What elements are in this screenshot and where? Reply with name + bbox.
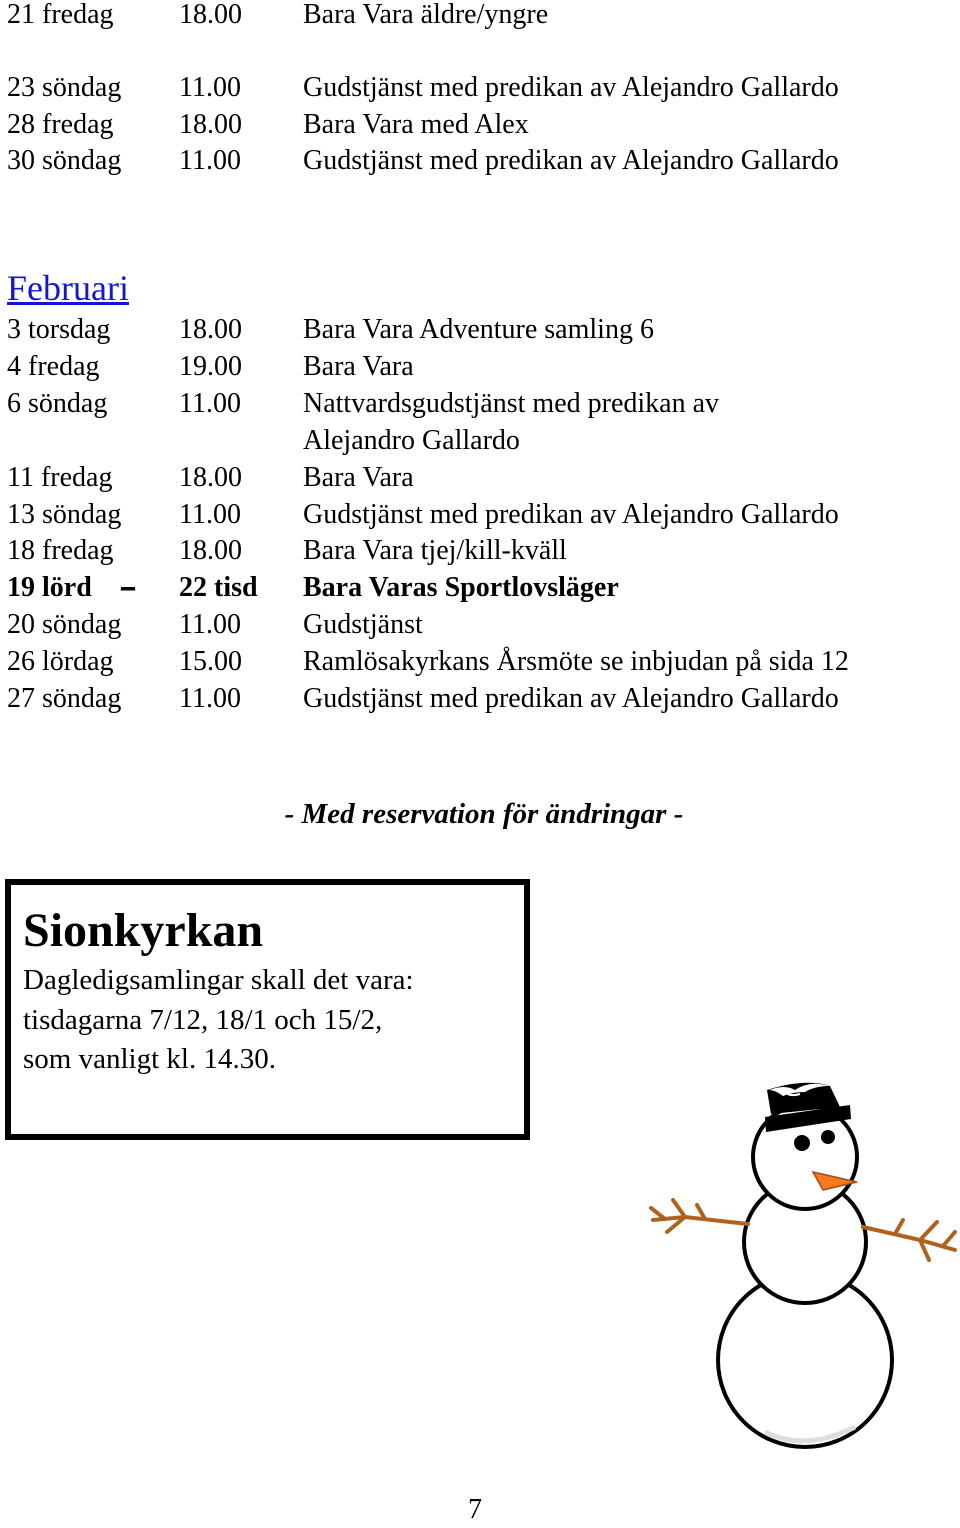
notice-line: som vanligt kl. 14.30. xyxy=(23,1043,276,1075)
schedule-row xyxy=(0,69,960,106)
left-branch-arm-icon xyxy=(651,1200,748,1232)
row-time: 15.00 xyxy=(179,646,242,677)
schedule-row xyxy=(0,0,960,33)
row-time: 19.00 xyxy=(179,351,242,382)
schedule-row xyxy=(0,459,960,496)
page-number: 7 xyxy=(468,1494,482,1525)
schedule-row xyxy=(0,385,960,422)
row-day: 4 fredag xyxy=(7,351,100,382)
row-day: 18 fredag xyxy=(7,535,114,566)
row-event: Gudstjänst med predikan av Alejandro Gallardo xyxy=(303,145,839,176)
row-time: 18.00 xyxy=(179,109,242,140)
row-time: 18.00 xyxy=(179,462,242,493)
row-day: 27 söndag xyxy=(7,683,122,714)
row-event: Nattvardsgudstjänst med predikan av xyxy=(303,388,720,419)
schedule-row xyxy=(0,106,960,143)
row-day: 30 söndag xyxy=(7,145,122,176)
row-date-range-dash: – xyxy=(121,572,135,603)
row-event: Gudstjänst med predikan av Alejandro Gallardo xyxy=(303,72,839,103)
month-heading-februari[interactable]: Februari xyxy=(7,268,129,308)
row-time: 11.00 xyxy=(179,72,241,103)
row-event: Gudstjänst med predikan av Alejandro Gallardo xyxy=(303,499,839,530)
row-event: Bara Vara xyxy=(303,462,414,493)
row-day: 26 lördag xyxy=(7,646,114,677)
notice-title: Sionkyrkan xyxy=(23,904,264,957)
notice-line: tisdagarna 7/12, 18/1 och 15/2, xyxy=(23,1004,383,1036)
row-event: Bara Vara tjej/kill-kväll xyxy=(303,535,567,566)
row-event: Bara Varas Sportlovsläger xyxy=(303,572,619,603)
row-day: 11 fredag xyxy=(7,462,113,493)
schedule-row xyxy=(0,142,960,179)
schedule-row xyxy=(0,311,960,348)
row-event-continuation: Alejandro Gallardo xyxy=(303,425,520,456)
schedule-row-highlight xyxy=(0,569,960,606)
row-time: 11.00 xyxy=(179,388,241,419)
row-time: 18.00 xyxy=(179,314,242,345)
row-event: Bara Vara Adventure samling 6 xyxy=(303,314,654,345)
row-day: 20 söndag xyxy=(7,609,122,640)
schedule-row xyxy=(0,606,960,643)
notice-line: Dagledigsamlingar skall det vara: xyxy=(23,964,414,996)
row-time: 11.00 xyxy=(179,145,241,176)
row-day: 13 söndag xyxy=(7,499,122,530)
schedule-row xyxy=(0,680,960,717)
row-time: 22 tisd xyxy=(179,572,258,603)
row-time: 18.00 xyxy=(179,535,242,566)
sionkyrkan-notice-box xyxy=(5,879,530,1140)
row-day: 6 söndag xyxy=(7,388,108,419)
row-time: 11.00 xyxy=(179,499,241,530)
schedule-row-continuation xyxy=(0,422,960,459)
schedule-row xyxy=(0,643,960,680)
row-event: Gudstjänst med predikan av Alejandro Gallardo xyxy=(303,683,839,714)
row-day: 23 söndag xyxy=(7,72,122,103)
row-time: 11.00 xyxy=(179,683,241,714)
row-day: 3 torsdag xyxy=(7,314,111,345)
right-branch-arm-icon xyxy=(863,1220,955,1260)
row-event: Ramlösakyrkans Årsmöte se inbjudan på sida 12 xyxy=(303,646,849,677)
row-time: 18.00 xyxy=(179,0,242,30)
row-day: 28 fredag xyxy=(7,109,114,140)
schedule-row xyxy=(0,532,960,569)
row-time: 11.00 xyxy=(179,609,241,640)
row-event: Bara Vara xyxy=(303,351,414,382)
schedule-row xyxy=(0,348,960,385)
row-event: Bara Vara med Alex xyxy=(303,109,529,140)
row-day: 19 lörd xyxy=(7,572,92,603)
row-event: Bara Vara äldre/yngre xyxy=(303,0,549,30)
reservation-note: - Med reservation för ändringar - xyxy=(284,798,684,830)
row-event: Gudstjänst xyxy=(303,609,423,640)
schedule-row xyxy=(0,496,960,533)
row-day: 21 fredag xyxy=(7,0,114,30)
snowman-illustration xyxy=(645,1072,960,1472)
